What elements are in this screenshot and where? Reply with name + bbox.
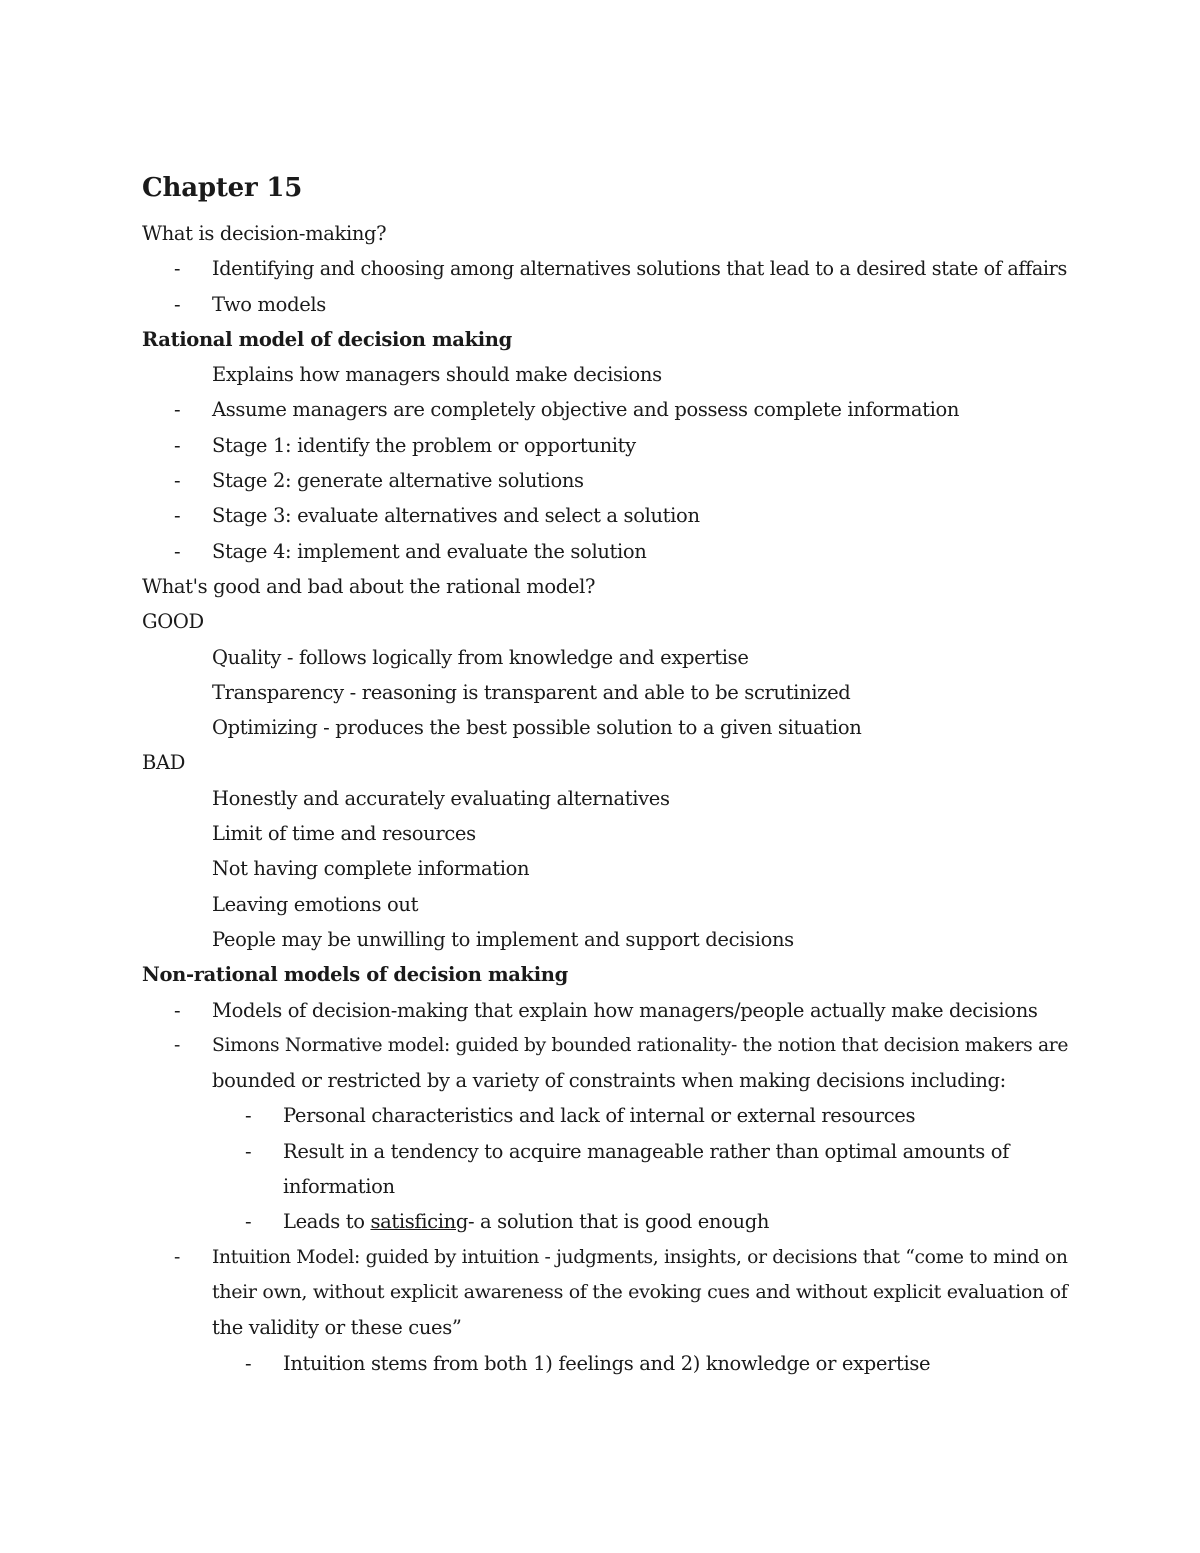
bad-label: BAD bbox=[142, 751, 185, 775]
list-item: - Intuition Model: guided by intuition - judgments, insights, or decisions that “come to mind on bbox=[142, 1240, 1072, 1275]
bullet-dash: - bbox=[174, 998, 181, 1022]
list-item: Optimizing - produces the best possible solution to a given situation bbox=[212, 716, 862, 740]
intro-question: What is decision-making? bbox=[142, 222, 387, 245]
bullet-dash: - bbox=[174, 398, 181, 422]
bullet-dash: - bbox=[174, 257, 181, 281]
bullet-dash: - bbox=[174, 504, 181, 528]
list-item: Explains how managers should make decisions bbox=[212, 363, 662, 387]
list-item: - Stage 3: evaluate alternatives and select a solution bbox=[142, 498, 1072, 533]
nonrational-heading: Non-rational models of decision making bbox=[142, 963, 568, 987]
list-item: - Models of decision-making that explain how managers/people actually make decisions bbox=[142, 993, 1072, 1028]
sub-list-item-continuation: information bbox=[283, 1175, 395, 1199]
bullet-dash: - bbox=[174, 1034, 180, 1056]
list-item: Transparency - reasoning is transparent and able to be scrutinized bbox=[212, 680, 851, 704]
list-item: - Stage 1: identify the problem or opportunity bbox=[142, 428, 1072, 463]
satisficing-term: satisficing bbox=[370, 1210, 468, 1234]
list-item: People may be unwilling to implement and support decisions bbox=[212, 927, 794, 951]
list-item: - Two models bbox=[142, 287, 1072, 322]
list-item: Honestly and accurately evaluating alternatives bbox=[212, 786, 670, 810]
list-item: Not having complete information bbox=[212, 857, 530, 881]
list-item: - Simons Normative model: guided by bounded rationality- the notion that decision makers are bbox=[142, 1028, 1072, 1063]
bullet-dash: - bbox=[174, 292, 181, 316]
list-item-continuation: the validity or these cues” bbox=[212, 1316, 462, 1340]
sub-list-item: - Leads to satisficing- a solution that is good enough bbox=[142, 1204, 1072, 1239]
sub-list-item: - Personal characteristics and lack of internal or external resources bbox=[142, 1098, 1072, 1133]
bullet-dash: - bbox=[245, 1139, 252, 1163]
page-title: Chapter 15 bbox=[142, 173, 303, 203]
sub-list-item: - Intuition stems from both 1) feelings and 2) knowledge or expertise bbox=[142, 1346, 1072, 1381]
list-item: - Stage 4: implement and evaluate the solution bbox=[142, 534, 1072, 569]
list-item: - Stage 2: generate alternative solutions bbox=[142, 463, 1072, 498]
document-content bbox=[142, 168, 1072, 1381]
list-item-continuation: bounded or restricted by a variety of constraints when making decisions including: bbox=[212, 1069, 1006, 1093]
list-item: Leaving emotions out bbox=[212, 892, 419, 916]
sub-list-item: - Result in a tendency to acquire manageable rather than optimal amounts of bbox=[142, 1134, 1072, 1169]
list-item: Quality - follows logically from knowledge and expertise bbox=[212, 645, 749, 669]
bullet-dash: - bbox=[174, 469, 181, 493]
bullet-dash: - bbox=[174, 1246, 180, 1268]
goodbad-question: What's good and bad about the rational model? bbox=[142, 574, 596, 598]
bullet-dash: - bbox=[245, 1104, 252, 1128]
list-item: - Identifying and choosing among alternatives solutions that lead to a desired state of affairs bbox=[142, 251, 1072, 286]
bullet-dash: - bbox=[174, 433, 181, 457]
list-item: Limit of time and resources bbox=[212, 822, 476, 846]
rational-heading: Rational model of decision making bbox=[142, 327, 512, 351]
list-item-continuation: their own, without explicit awareness of the evoking cues and without explicit evaluation of bbox=[212, 1280, 1068, 1303]
bullet-dash: - bbox=[245, 1351, 252, 1375]
bullet-dash: - bbox=[174, 539, 181, 563]
good-label: GOOD bbox=[142, 610, 204, 634]
list-item: - Assume managers are completely objective and possess complete information bbox=[142, 392, 1072, 427]
bullet-dash: - bbox=[245, 1210, 252, 1234]
